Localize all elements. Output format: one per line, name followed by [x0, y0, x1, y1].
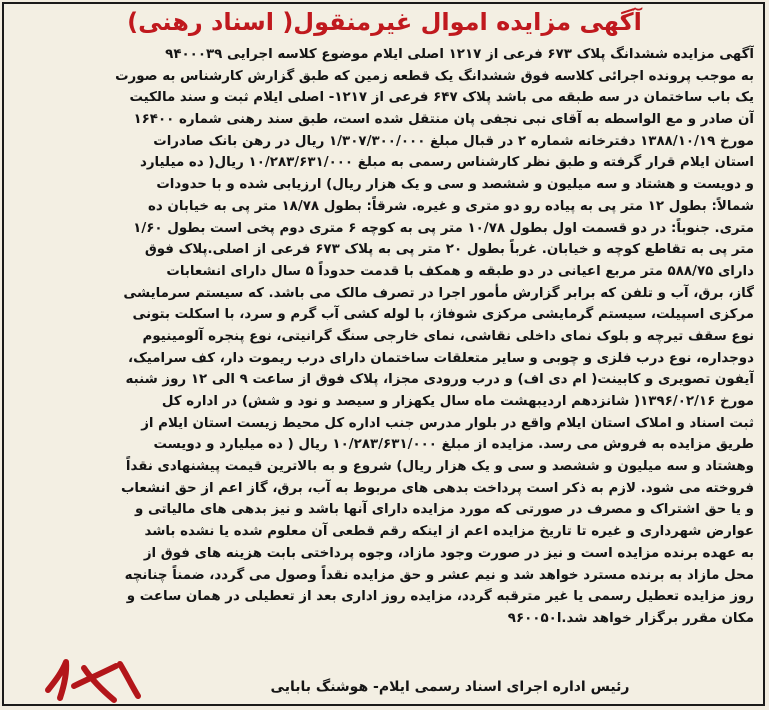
notice-line: فروخته می شود. لازم به ذکر است پرداخت بدهی های مربوط به آب، برق، گاز اعم از حق انشعاب [120, 480, 754, 496]
notice-line: و دویست و هشتاد و سه میلیون و ششصد و سی و یک هزار ریال) ارزیابی شده و با حدودات [156, 177, 754, 193]
notice-line: شمالاً: بطول ۱۲ متر پی به پیاده رو دو متری و غیره. شرقاً: بطول ۱۸/۷۸ متر پی به خیابان ده [147, 198, 754, 214]
notice-line: به موجب پرونده اجرائی کلاسه فوق ششدانگ یک قطعه زمین که طبق گزارش کارشناس به صورت [115, 68, 754, 84]
notice-line: محل مازاد به برنده مسترد خواهد شد و نیم عشر و حق مزایده نقداً وصول می گردد، ضمناً چنانچه [124, 567, 754, 583]
signature-title: رئیس اداره اجرای اسناد رسمی ایلام- هوشنگ بابایی [270, 679, 630, 695]
handwritten-signature [40, 650, 150, 708]
notice-line: آگهی مزایده ششدانگ پلاک ۶۷۳ فرعی از ۱۲۱۷ اصلی ایلام موضوع کلاسه اجرایی ۹۴۰۰۰۳۹ [165, 47, 754, 62]
notice-line: و یا حق اشتراک و مصرف در صورتی که مورد مزایده دارای آنها باشد و نیز بدهی های مالیاتی و [134, 502, 754, 518]
notice-title: آگهی مزایده اموال غیرمنقول( اسناد رهنی) [127, 8, 642, 36]
notice-line: دارای ۵۸۸/۷۵ متر مربع اعیانی در دو طبقه و همکف با قدمت حدوداً ۵ سال دارای انشعابات [166, 263, 754, 279]
notice-line: دوجداره، نوع درب فلزی و چوبی و سایر متعلقات ساختمان دارای درب ریموت دار، کف سرامیک، [128, 350, 754, 366]
notice-line: به عهده برنده مزایده است و نیز در صورت وجود مازاد، وجوه پرداختی بابت هزینه های فوق از [143, 545, 754, 561]
notice-line: آن صادر و مع الواسطه به آقای نبی نجفی پان منتقل شده است، طبق سند رهنی شماره ۱۶۴۰۰ [133, 112, 754, 128]
notice-line: متری. جنوباً: در دو قسمت اول بطول ۱۰/۷۸ متر پی به کوچه ۶ متری دوم پخی است بطول ۱/۶۰ [133, 220, 754, 236]
notice-line: مرکزی اسپیلت، سیستم گرمایشی مرکزی شوفاژ، با لوله کشی آب گرم و سرد، با اسکلت بتونی [132, 307, 754, 323]
notice-line: وهشتاد و سه میلیون و ششصد و سی و یک هزار ریال) شروع و به بالاترین قیمت پیشنهادی نقداً [125, 459, 754, 475]
notice-line: طریق مزایده به فروش می رسد. مزایده از مبلغ ۱۰/۲۸۳/۶۳۱/۰۰۰ ریال ( ده میلیارد و دویست [153, 437, 754, 453]
notice-line: آیفون تصویری و کابینت( ام دی اف) و درب ورودی مجزا، پلاک فوق از ساعت ۹ الی ۱۲ روز شنبه [125, 372, 754, 388]
notice-line: متر پی به تقاطع کوچه و خیابان. غرباً بطول ۲۰ متر پی به پلاک ۶۷۳ فرعی از اصلی.پلاک فوق [144, 242, 754, 258]
notice-body [14, 44, 754, 630]
notice-line: مورخ ۱۳۹۶/۰۲/۱۶( شانزدهم اردیبهشت ماه سال یکهزار و سیصد و نود و شش) در اداره کل [161, 394, 754, 409]
notice-line: گاز، برق، آب و تلفن که برابر گزارش مأمور اجرا در تصرف مالک می باشد. که سیستم سرمایشی [123, 285, 754, 301]
notice-line: استان ایلام قرار گرفته و طبق نظر کارشناس رسمی به مبلغ ۱۰/۲۸۳/۶۳۱/۰۰۰ ریال( ده میلیارد [139, 155, 754, 171]
notice-line: عوارض شهرداری و غیره تا تاریخ مزایده اعم از اینکه رقم قطعی آن معلوم شده یا نشده باشد [144, 524, 754, 540]
notice-line: یک باب ساختمان در سه طبقه می باشد پلاک ۶۴۷ فرعی از ۱۲۱۷- اصلی ایلام ثبت و سند مالکیت [129, 90, 754, 106]
notice-line: روز مزایده تعطیل رسمی یا غیر مترقبه گردد، مزایده روز اداری بعد از تعطیلی در همان ساعت و [126, 589, 754, 605]
notice-line: ثبت اسناد و املاک استان ایلام واقع در بلوار مدرس جنب اداره کل محیط زیست استان ایلام از [141, 415, 754, 431]
notice-line: مکان مقرر برگزار خواهد شد.ا۹۶۰۰۵۰ [507, 610, 754, 626]
notice-line: مورخ ۱۳۸۸/۱۰/۱۹ دفترخانه شماره ۲ در قبال مبلغ ۱/۳۰۷/۳۰۰/۰۰۰ ریال در رهن بانک صادرات [153, 133, 754, 149]
notice-line: نوع سقف تیرچه و بلوک نمای داخلی نقاشی، نمای خارجی سنگ گرانیتی، نوع پنجره آلومینیوم [142, 328, 754, 344]
